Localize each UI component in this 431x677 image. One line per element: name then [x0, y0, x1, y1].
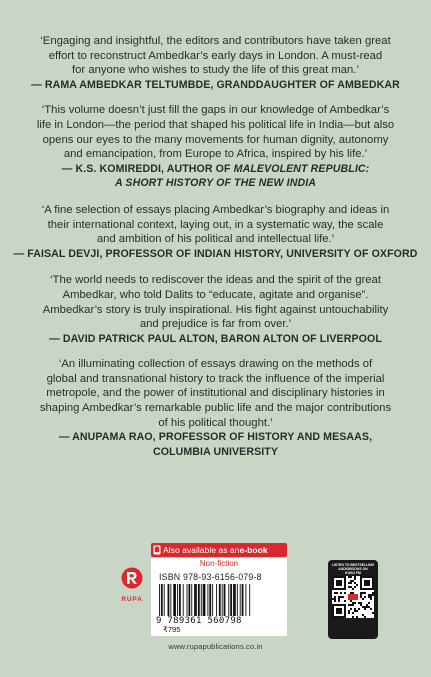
attribution-book-title: MALEVOLENT REPUBLIC:: [233, 162, 370, 175]
quote-line: ‘A fine selection of essays placing Ambedkar’s biography and ideas in: [41, 203, 390, 216]
attribution-book-subtitle: A SHORT HISTORY OF THE NEW INDIA: [115, 177, 316, 190]
quote-line: of his political thought.’: [158, 416, 273, 429]
quote-line: and emancipation, from Europe to Africa, inspired by his life.’: [63, 148, 368, 161]
quote-line: effort to reconstruct Ambedkar’s early days in London. A must-read: [48, 49, 383, 62]
isbn-text: ISBN 978-93-6156-079-8: [159, 572, 262, 582]
quote-line: ‘Engaging and insightful, the editors and contributors have taken great: [40, 35, 391, 47]
quote-line: and ambition of his political and intellectual life.’: [96, 233, 335, 246]
quote-line: Ambedkar, who told Dalits to “educate, agitate and organise”.: [62, 288, 369, 301]
quote-attribution: — ANUPAMA RAO, PROFESSOR OF HISTORY AND MESAAS,: [58, 431, 373, 444]
qr-caption: [328, 563, 378, 575]
quote-attribution: — FAISAL DEVJI, PROFESSOR OF INDIAN HISTORY, UNIVERSITY OF OXFORD: [13, 247, 418, 260]
quote-line: metropole, and the power of institutional and disciplinary histories in: [46, 387, 385, 400]
quote-line: opens our eyes to the many movements for human dignity, autonomy: [42, 133, 389, 146]
ebook-text: Also available as an: [163, 545, 240, 555]
endorsement-2: [0, 103, 431, 191]
quote-line: and prejudice is far from over.’: [139, 318, 292, 331]
endorsement-1: [0, 34, 431, 92]
quote-attribution: — RAMA AMBEDKAR TELTUMBDE, GRANDDAUGHTER OF AMBEDKAR: [31, 78, 400, 91]
category-label: Non-fiction: [151, 558, 287, 569]
ebook-device-icon: [151, 543, 163, 557]
qr-caption-line: AUDIOBOOKS ON: [338, 567, 368, 571]
ebook-banner: [151, 543, 287, 557]
endorsement-4: [0, 273, 431, 346]
publisher-name: RUPA: [121, 596, 143, 603]
quote-line: global and transnational history to track the influence of the imperial: [46, 372, 385, 385]
qr-caption-line: LISTEN TO BESTSELLING: [331, 563, 375, 567]
quote-line: ‘The world needs to rediscover the ideas and the spirit of the great: [50, 274, 381, 287]
publisher-website[interactable]: www.rupapublications.co.in: [168, 642, 263, 651]
quote-attribution: COLUMBIA UNIVERSITY: [152, 445, 279, 458]
barcode-icon: [159, 584, 281, 616]
barcode-panel: [151, 569, 287, 636]
rupa-logo-icon: [121, 567, 143, 589]
quote-attribution: [0, 176, 431, 191]
quote-line: their international context, laying out, in a systematic way, the scale: [47, 218, 384, 231]
qr-code-icon[interactable]: [332, 576, 374, 618]
quote-line: for anyone who wishes to study the life of this great man.’: [72, 64, 359, 77]
quote-line: life in London—the period that shaped his political life in India—but also: [36, 118, 395, 131]
audiobook-qr-panel: [328, 560, 378, 639]
quote-attribution: — DAVID PATRICK PAUL ALTON, BARON ALTON OF LIVERPOOL: [49, 332, 382, 345]
quote-line: ‘An illuminating collection of essays drawing on the methods of: [58, 358, 373, 371]
endorsements: [0, 34, 431, 459]
publisher-logo: [118, 567, 146, 613]
barcode-number: 9 789361 560798: [156, 616, 242, 626]
endorsement-3: [0, 203, 431, 261]
quote-line: Ambedkar’s story is truly inspirational. His fight against untouchability: [42, 303, 389, 316]
back-cover-footer: [0, 540, 431, 677]
quote-line: ‘This volume doesn’t just fill the gaps in our knowledge of Ambedkar’s: [41, 104, 390, 117]
endorsement-5: [0, 357, 431, 459]
attribution-author: — K.S. KOMIREDDI, AUTHOR OF: [61, 162, 234, 175]
quote-line: shaping Ambedkar’s remarkable public life and the major contributions: [39, 402, 392, 415]
price-label: ₹795: [163, 625, 181, 634]
qr-caption-line: KUKU FM: [345, 571, 361, 575]
ebook-bold-text: e-book: [239, 545, 268, 555]
quote-attribution: [0, 162, 431, 177]
